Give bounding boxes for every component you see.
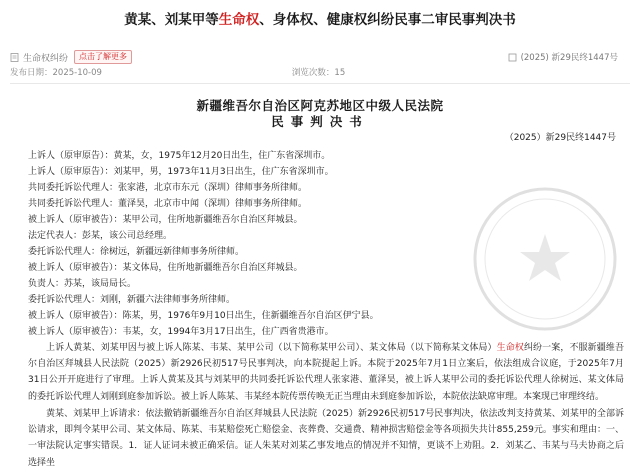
party-line: 共同委托诉讼代理人：董泽昊，北京市中闻（深圳）律师事务所律师。 [28, 199, 308, 209]
title-prefix: 黄某、刘某甲等 [124, 12, 219, 28]
case-summary-paragraph [28, 340, 624, 405]
party-line: 被上诉人（原审被告）：韦某，女，1994年3月17日出生，住广西省贵港市。 [28, 327, 334, 337]
publish-date: 发布日期：2025-10-09 [10, 68, 102, 78]
party-line: 共同委托诉讼代理人：张家港，北京市东元（深圳）律师事务所律师。 [28, 183, 308, 193]
party-line: 负责人：苏某，该局局长。 [28, 279, 137, 289]
party-line: 被上诉人（原审被告）：某文体局，住所地新疆维吾尔自治区拜城县。 [28, 263, 303, 273]
court-name: 新疆维吾尔自治区阿克苏地区中级人民法院 [196, 98, 444, 113]
party-line: 委托诉讼代理人：刘刚，新疆六法律师事务所律师。 [28, 295, 236, 305]
party-line: 被上诉人（原审被告）：某甲公司，住所地新疆维吾尔自治区拜城县。 [28, 215, 303, 225]
party-line: 委托诉讼代理人：徐树远，新疆远新律师事务所律师。 [28, 247, 245, 257]
party-line: 上诉人（原审原告）：刘某甲，男，1973年11月3日出生，住广东省深圳市。 [28, 167, 334, 177]
view-count: 浏览次数：15 [291, 68, 346, 78]
document-type: 民事判决书 [271, 114, 369, 129]
para1-highlight: 生命权 [496, 343, 524, 353]
party-line: 法定代表人：彭某，该公司总经理。 [28, 231, 173, 241]
page-title [0, 0, 640, 40]
party-line: 被上诉人（原审被告）：陈某，男，1976年9月10日出生，住新疆维吾尔自治区伊宁县。 [28, 311, 379, 321]
case-icon [508, 53, 517, 62]
learn-more-tag[interactable]: 点击了解更多 [74, 50, 132, 64]
para1-text: 上诉人黄某、刘某甲因与被上诉人陈某、韦某、某甲公司（以下简称某甲公司）、某文体局（以下简称某文体局） [46, 343, 497, 353]
party-list [28, 149, 628, 341]
para1-text-cont: 纠纷一案，不服新疆维吾尔自治区拜城县人民法院（2025）新2926民初517号民事判决，向本院提起上诉。本院于2025年7月1日立案后，依法组成合议庭，于2025年7月31日公开开庭进行了审理。上诉人黄某及其与刘某甲的共同委托诉讼代理人张家港、董泽昊，被上诉人某甲公司的委托诉讼代理人徐树远、某文体局的委托诉讼代理人刘刚到庭参加诉讼。被上诉人陈某、韦某经本院传票传唤无正当理由未到庭参加诉讼，本院依法缺席审理。本案现已审理终结。 [28, 343, 624, 402]
case-number-short: (2025) 新29民终1447号 [520, 53, 618, 63]
party-line: 上诉人（原审原告）：黄某，女，1975年12月20日出生，住广东省深圳市。 [28, 151, 331, 161]
title-suffix: 、身体权、健康权纠纷民事二审民事判决书 [259, 12, 516, 28]
appeal-request-paragraph: 黄某、刘某甲上诉请求：依法撤销新疆维吾尔自治区拜城县人民法院（2025）新2926民初517号民事判决，依法改判支持黄某、刘某甲的全部诉讼请求，即判令某甲公司、某文体局、陈某、韦某赔偿死亡赔偿金、丧葬费、交通费、精神损害赔偿金等各项损失共计855,259元。事实和理由：一、一审法院认定事实错误。1．证人证词未被正确采信。证人朱某对刘某乙事发地点的情况并不知情，更谈不上劝阻。2．刘某乙、韦某与马夫协商之后选择坐 [28, 409, 624, 468]
title-highlight: 生命权 [218, 12, 260, 28]
document-icon [10, 53, 19, 62]
case-number: （2025）新29民终1447号 [504, 133, 616, 143]
meta-row [10, 64, 359, 80]
category-label: 生命权纠纷 [23, 53, 69, 64]
judgment-document [0, 84, 640, 468]
case-info [504, 51, 618, 63]
